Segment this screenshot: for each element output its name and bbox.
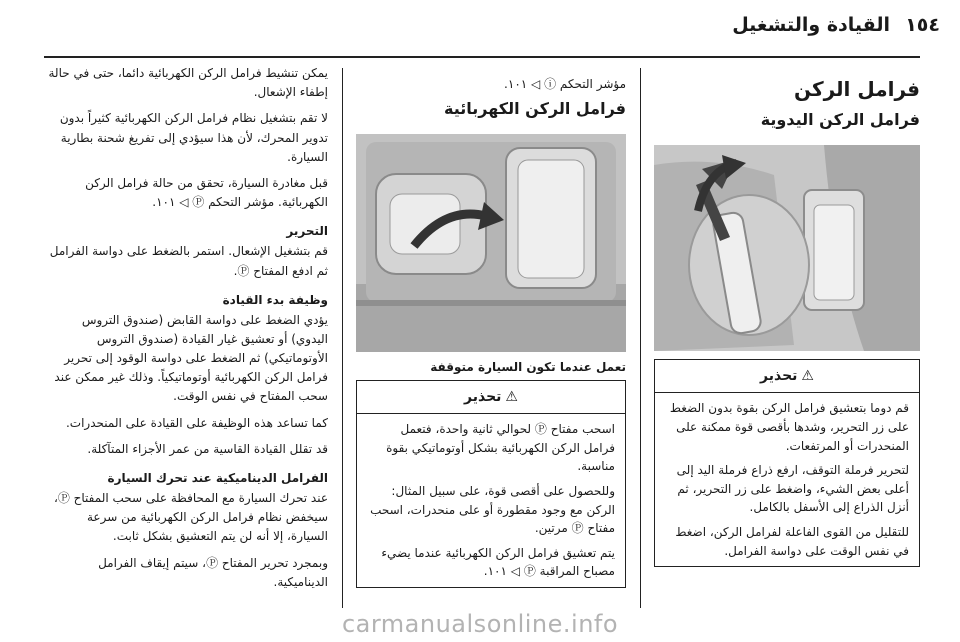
body-paragraph: قد تقلل القيادة القاسية من عمر الأجزاء المتآكلة. [87, 441, 328, 456]
body-paragraph: يمكن تنشيط فرامل الركن الكهربائية دائما، حتى في حالة إطفاء الإشعال. [48, 66, 328, 100]
body-paragraph: عند تحرك السيارة مع المحافظة على سحب المفتاح Ⓟ، سيخفض نظام فرامل الركن الكهربائية من سرعة السيارة، إلا أنه لن يتم التعشيق بشكل ثابت. [53, 491, 328, 544]
handbrake-illustration [654, 145, 920, 351]
warning-paragraph: للتقليل من القوى الفاعلة لفرامل الركن، اضغط في نفس الوقت على دواسة الفرامل. [675, 525, 909, 558]
warning-title-text: تحذير [760, 367, 798, 384]
warning-title [357, 381, 625, 415]
watermark: carmanualsonline.info [341, 610, 619, 638]
section-title-release: التحرير [286, 224, 328, 239]
page-title: القيادة والتشغيل [732, 14, 890, 36]
column-divider-right [640, 68, 641, 608]
warning-triangle-icon: ⚠ [505, 388, 518, 405]
body-paragraph: قبل مغادرة السيارة، تحقق من حالة فرامل الركن الكهربائية. مؤشر التحكم Ⓟ ◁ ١٠١. [85, 175, 328, 210]
column-right [654, 76, 920, 567]
page-number: ١٥٤ [905, 14, 940, 36]
warning-paragraph: لتحرير فرملة التوقف، ارفع ذراع فرملة اليد إلى أعلى بعض الشيء، واضغط على زر التحرير، ثم أنزل الذراع إلى الأسفل بالكامل. [676, 463, 909, 515]
epb-figure [356, 134, 626, 352]
warning-paragraph: اسحب مفتاح Ⓟ لحوالي ثانية واحدة، فتعمل فرامل الركن الكهربائية بشكل أوتوماتيكي بقوة مناسبة. [386, 422, 615, 474]
warning-title-text: تحذير [464, 388, 502, 405]
body-paragraph: لا تقم بتشغيل نظام فرامل الركن الكهربائية كثيراً بدون تدوير المحرك، لأن هذا سيؤدي إلى تفريغ شحنة بطارية السيارة. [59, 111, 328, 164]
column-middle [356, 76, 626, 588]
reference-line: مؤشر التحكم ⓘ ◁ ١٠١. [504, 77, 626, 91]
header-divider [44, 56, 920, 58]
page-header [0, 0, 960, 52]
warning-paragraph: وللحصول على أقصى قوة، على سبيل المثال: الركن مع وجود مقطورة أو على منحدرات، اسحب مفتاح Ⓟ مرتين. [370, 484, 615, 536]
warning-paragraph: يتم تعشيق فرامل الركن الكهربائية عندما يضيء مصباح المراقبة Ⓟ ◁ ١٠١. [381, 545, 615, 579]
warning-triangle-icon: ⚠ [801, 367, 814, 384]
subsection-caption: تعمل عندما تكون السيارة متوقفة [430, 359, 626, 374]
section-subheading: فرامل الركن الكهربائية [444, 98, 626, 118]
section-heading: فرامل الركن [793, 77, 920, 101]
column-divider-left [342, 68, 343, 608]
section-subheading: فرامل الركن اليدوية [760, 110, 920, 129]
section-title-drive-away: وظيفة بدء القيادة [222, 292, 328, 307]
epb-switch-illustration [356, 134, 626, 352]
handbrake-figure [654, 145, 920, 351]
body-paragraph: وبمجرد تحرير المفتاح Ⓟ، سيتم إيقاف الفرامل الديناميكية. [98, 555, 328, 589]
warning-box-epb [356, 380, 626, 588]
body-paragraph: كما تساعد هذه الوظيفة على القيادة على المنحدرات. [65, 415, 328, 430]
body-paragraph: قم بتشغيل الإشعال. استمر بالضغط على دواسة الفرامل ثم ادفع المفتاح Ⓟ. [49, 244, 328, 278]
warning-paragraph: قم دوما بتعشيق فرامل الركن بقوة بدون الضغط على زر التحرير، وشدها بأقصى قوة ممكنة على المنحدرات أو المرتفعات. [669, 401, 909, 453]
column-left [44, 64, 328, 599]
section-title-dynamic-braking: الفرامل الديناميكية عند تحرك السيارة [107, 471, 328, 485]
warning-box-handbrake [654, 359, 920, 567]
warning-title [655, 360, 919, 394]
body-paragraph: يؤدي الضغط على دواسة القابض (صندوق التروس اليدوي) أو تعشيق غيار القيادة (صندوق التروس الأوتوماتيكي) ثم الضغط على دواسة الوقود إلى تحرير فرامل الركن الكهربائية أوتوماتيكياً. وذلك غير ممكن عند سحب المفتاح في نفس الوقت. [54, 312, 328, 404]
